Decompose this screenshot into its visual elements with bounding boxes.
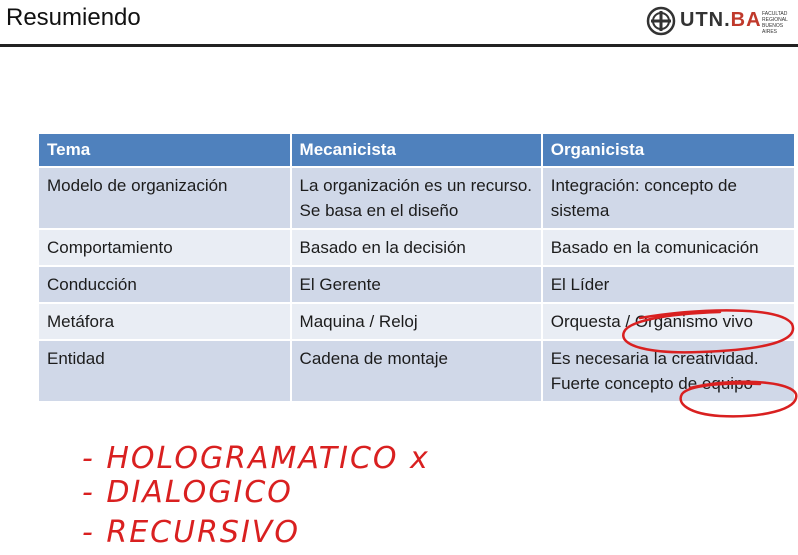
table-row xyxy=(39,302,794,339)
table-cell: Orquesta / Organismo vivo xyxy=(543,302,794,339)
table-header-row xyxy=(39,134,794,166)
slide-title: Resumiendo xyxy=(6,4,141,31)
handwritten-line-2: - DIALOGICO xyxy=(82,475,293,510)
table-cell: Cadena de montaje xyxy=(292,339,543,401)
table-cell: Basado en la comunicación xyxy=(543,228,794,265)
table-cell: Metáfora xyxy=(39,302,292,339)
table-row xyxy=(39,166,794,228)
header-tema: Tema xyxy=(39,134,292,166)
utn-ba-logo xyxy=(646,4,796,38)
table-row xyxy=(39,339,794,401)
comparison-table xyxy=(39,134,794,401)
table-cell: El Gerente xyxy=(292,265,543,302)
header-organicista: Organicista xyxy=(543,134,794,166)
table-cell: Integración: concepto de sistema xyxy=(543,166,794,228)
table-cell: Comportamiento xyxy=(39,228,292,265)
table-cell: Es necesaria la creatividad. Fuerte concepto de equipo xyxy=(543,339,794,401)
utn-emblem-icon xyxy=(646,6,676,36)
handwritten-line-3: - RECURSIVO xyxy=(82,515,300,550)
logo-text-main: UTN. xyxy=(680,9,731,31)
table-cell: Maquina / Reloj xyxy=(292,302,543,339)
table-cell: El Líder xyxy=(543,265,794,302)
handwritten-line-1: - HOLOGRAMATICO x xyxy=(82,441,430,476)
table-row xyxy=(39,228,794,265)
logo-wordmark xyxy=(680,9,762,32)
table-cell: Entidad xyxy=(39,339,292,401)
header-mecanicista: Mecanicista xyxy=(292,134,543,166)
table-cell: Basado en la decisión xyxy=(292,228,543,265)
table-cell: Conducción xyxy=(39,265,292,302)
logo-text-accent: BA xyxy=(730,9,762,31)
table-cell: Modelo de organización xyxy=(39,166,292,228)
logo-subtitle: FACULTAD REGIONAL BUENOS AIRES xyxy=(762,11,788,35)
header-divider xyxy=(0,44,798,47)
table-row xyxy=(39,265,794,302)
table-cell: La organización es un recurso. Se basa en el diseño xyxy=(292,166,543,228)
